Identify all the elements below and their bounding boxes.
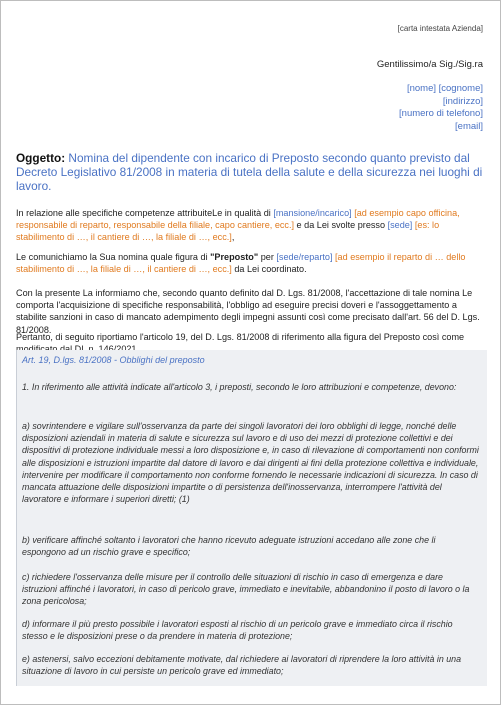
salutation: Gentilissimo/a Sig./Sig.ra [376,59,483,70]
article-point-d: d) informare il più presto possibile i lavoratori esposti al rischio di un pericolo grave e immediato circa il rischio stesso e le disposizioni prese o da prendere in materia di protezione; [22,619,453,642]
placeholder-site: [sede] [387,220,413,231]
recipient-email: [email] [455,120,483,132]
recipient-address: [indirizzo] [442,95,483,107]
letterhead-placeholder: [carta intestata Azienda] [397,24,483,33]
subject-label: Oggetto: [16,151,66,165]
article-point-c: c) richiedere l'osservanza delle misure per il controllo delle situazioni di rischio in caso di emergenza e dare istruzioni affinché i lavoratori, in caso di pericolo grave, immediato e inevitabile, abbandonino il posto di lavoro o la zona pericolosa; [22,572,470,607]
placeholder-role: [mansione/incarico] [273,208,352,218]
p1-comma: , [231,232,235,243]
article-quote-box [16,350,487,686]
placeholder-site-department: [sede/reparto] [276,252,333,262]
article-intro: 1. In riferimento alle attività indicate all'articolo 3, i preposti, secondo le loro attribuzioni e competenze, devono: [22,382,457,392]
placeholder-department-example: [ad esempio il reparto di … dello stabilimento di …, la filiale di …, il cantiere di …, ecc.] [16,252,466,275]
subject-text: Nomina del dipendente con incarico di Preposto secondo quanto previsto dal Decreto Legislativo 81/2008 in materia di tutela della salute e della sicurezza nei luoghi di lavoro. [16,151,483,193]
recipient-block [399,83,483,133]
p2-text: Le comunichiamo la Sua nomina quale figura di [16,252,211,262]
p1-text: In relazione alle specifiche competenze attribuiteLe in qualità di [16,208,274,218]
paragraph-responsibilities: Con la presente La informiamo che, secondo quanto definito dal D. Lgs. 81/2008, l'accettazione di tale nomina Le comporta l'acquisizione di specifiche responsabilità, l'obbligo ad eseguire precisi doveri e l'assoggettamento a stabilite sanzioni in caso di mancato adempimento degli impegni assunti così come precisato dall'art. 56 del D. Lgs. 81/2008. [16,288,480,335]
subject-line [16,151,486,193]
p2-text-2: per [258,252,277,262]
paragraph-article-intro: Pertanto, di seguito riportiamo l'articolo 19, del D. Lgs. 81/2008 di riferimento alla figura del Preposto così come [16,332,465,342]
article-point-a: a) sovrintendere e vigilare sull'osservanza da parte dei singoli lavoratori dei loro obblighi di legge, nonché delle disposizioni aziendali in materia di salute e sicurezza sul lavoro e di uso dei mezzi di protezione collettivi e dei dispositivi di protezione individuale messi a loro disposizione e, in caso di rilevazione di comportamenti non conformi alle disposizioni e istruzioni impartite dal datore di lavoro e dai dirigenti ai fini della protezione collettiva e individuale, intervenire per modificare il comportamento non conforme fornendo le necessarie indicazioni di sicurezza. In caso di mancata attuazione delle disposizioni impartite o di persistenza dell'inosservanza, interrompere l'attività del lavoratore e informare i superiori diretti; (1) [22,421,479,505]
article-point-e: e) astenersi, salvo eccezioni debitamente motivate, dal richiedere ai lavoratori di riprendere la loro attività in una situazione di lavoro in cui persiste un pericolo grave ed immediato; [22,654,462,677]
article-point-b: b) verificare affinché soltanto i lavoratori che hanno ricevuto adeguate istruzioni accedano alle zone che li espongono ad un rischio grave e specifico; [22,535,436,558]
p1-text-2: e da Lei svolte presso [294,220,388,231]
placeholder-role-example: [ad esempio capo officina, responsabile di reparto, responsabile della filiale, capo cantiere, ecc.] [16,208,460,231]
placeholder-site-example: [es: lo stabilimento di …, il cantiere di …, la filiale di …, ecc.] [16,220,440,243]
recipient-name: [nome] [cognome] [406,83,483,94]
role-preposto: "Preposto" [210,252,259,262]
p2-text-3: da Lei coordinato. [231,264,307,275]
article-title: Art. 19, D.lgs. 81/2008 - Obblighi del preposto [22,355,205,365]
paragraph-appointment [16,251,488,275]
paragraph-competences [16,207,488,244]
recipient-phone: [numero di telefono] [399,108,483,119]
